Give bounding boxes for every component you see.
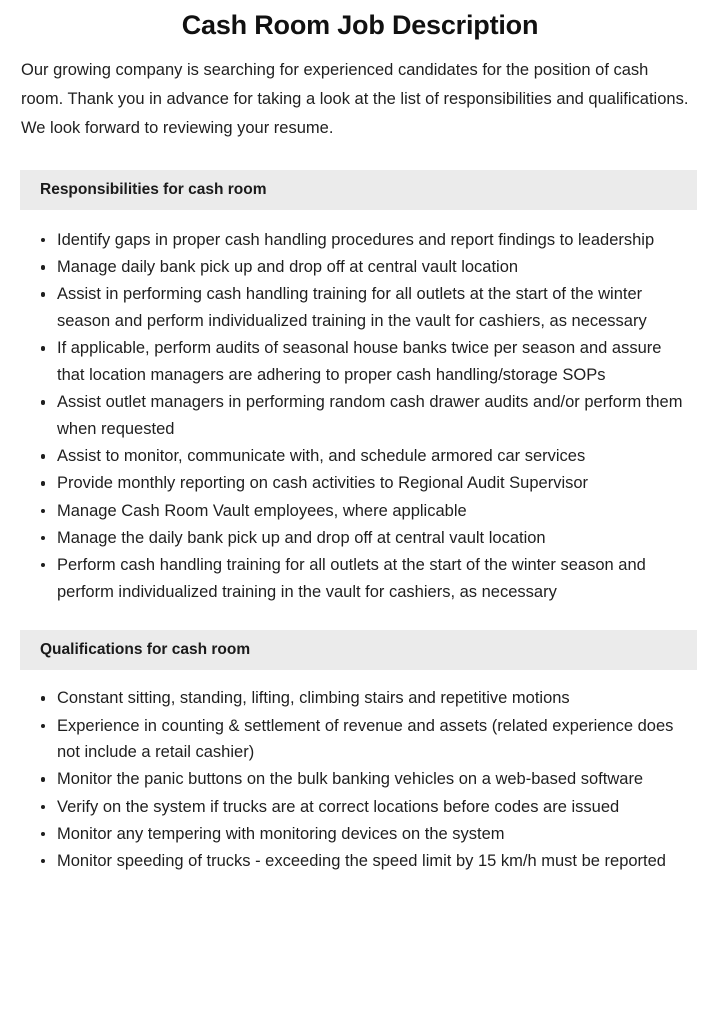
list-item-text: Provide monthly reporting on cash activities to Regional Audit Supervisor [57, 474, 589, 493]
list-item-text: Identify gaps in proper cash handling procedures and report findings to leadership [57, 231, 655, 249]
list-item-text: Perform cash handling training for all outlets at the start of the winter season and perform individualized training in the vault for cashiers, as necessary [57, 555, 646, 601]
list-item [0, 281, 720, 334]
list-item [0, 525, 720, 552]
bullet-icon [41, 777, 45, 781]
list-item-text: Experience in counting & settlement of revenue and assets (related experience does not include a retail cashier) [57, 716, 674, 762]
list-item [0, 713, 720, 766]
bullet-icon [41, 696, 45, 700]
list-item [0, 443, 720, 470]
list-item [0, 227, 720, 254]
section-header-responsibilities: Responsibilities for cash room [20, 170, 697, 210]
bullet-icon [41, 400, 45, 404]
list-item-text: Manage the daily bank pick up and drop off at central vault location [57, 528, 546, 547]
bullet-icon [41, 292, 45, 296]
list-item [0, 498, 720, 525]
bullet-icon [41, 265, 45, 269]
list-item-text: Verify on the system if trucks are at correct locations before codes are issued [57, 797, 620, 816]
bullet-icon [41, 859, 45, 863]
list-item-text: If applicable, perform audits of seasonal house banks twice per season and assure that location managers are adhering to proper cash handling/storage SOPs [57, 339, 662, 385]
qualifications-list [0, 670, 720, 874]
list-item-text: Monitor any tempering with monitoring devices on the system [57, 824, 505, 843]
list-item-text: Manage Cash Room Vault employees, where applicable [57, 501, 467, 520]
list-item [0, 685, 720, 712]
page-title: Cash Room Job Description [181, 10, 539, 40]
list-item-text: Manage daily bank pick up and drop off at central vault location [57, 258, 519, 277]
bullet-icon [41, 563, 45, 567]
bullet-icon [41, 805, 45, 809]
list-item-text: Assist in performing cash handling training for all outlets at the start of the winter season and perform individualized training in the vault for cashiers, as necessary [57, 285, 647, 331]
list-item [0, 848, 720, 875]
responsibilities-header-wrap [0, 170, 720, 210]
bullet-icon [41, 481, 45, 485]
bullet-icon [41, 238, 45, 242]
list-item [0, 552, 720, 605]
bullet-icon [41, 346, 45, 350]
list-item [0, 254, 720, 281]
qualifications-header-wrap [0, 630, 720, 670]
bullet-icon [41, 509, 45, 513]
section-qualifications [0, 630, 720, 874]
section-responsibilities [0, 170, 720, 605]
list-item [0, 335, 720, 388]
list-item-text: Monitor the panic buttons on the bulk banking vehicles on a web-based software [57, 770, 644, 789]
bullet-icon [41, 832, 45, 836]
bullet-icon [41, 724, 45, 728]
responsibilities-list [0, 210, 720, 605]
list-item [0, 766, 720, 793]
list-item-text: Assist to monitor, communicate with, and schedule armored car services [57, 447, 586, 466]
bullet-icon [41, 454, 45, 458]
list-item [0, 470, 720, 497]
list-item-text: Monitor speeding of trucks - exceeding the speed limit by 15 km/h must be reported [57, 852, 666, 871]
bullet-icon [41, 536, 45, 540]
list-item [0, 794, 720, 821]
list-item [0, 389, 720, 442]
list-item-text: Constant sitting, standing, lifting, climbing stairs and repetitive motions [57, 689, 570, 708]
intro-paragraph: Our growing company is searching for experienced candidates for the position of cash room. Thank you in advance for taking a look at the list of responsibilities and qualifications. We look forward to reviewing your resume. [21, 61, 689, 137]
section-header-qualifications: Qualifications for cash room [20, 630, 697, 670]
list-item-text: Assist outlet managers in performing random cash drawer audits and/or perform them when requested [57, 393, 683, 438]
list-item [0, 821, 720, 848]
